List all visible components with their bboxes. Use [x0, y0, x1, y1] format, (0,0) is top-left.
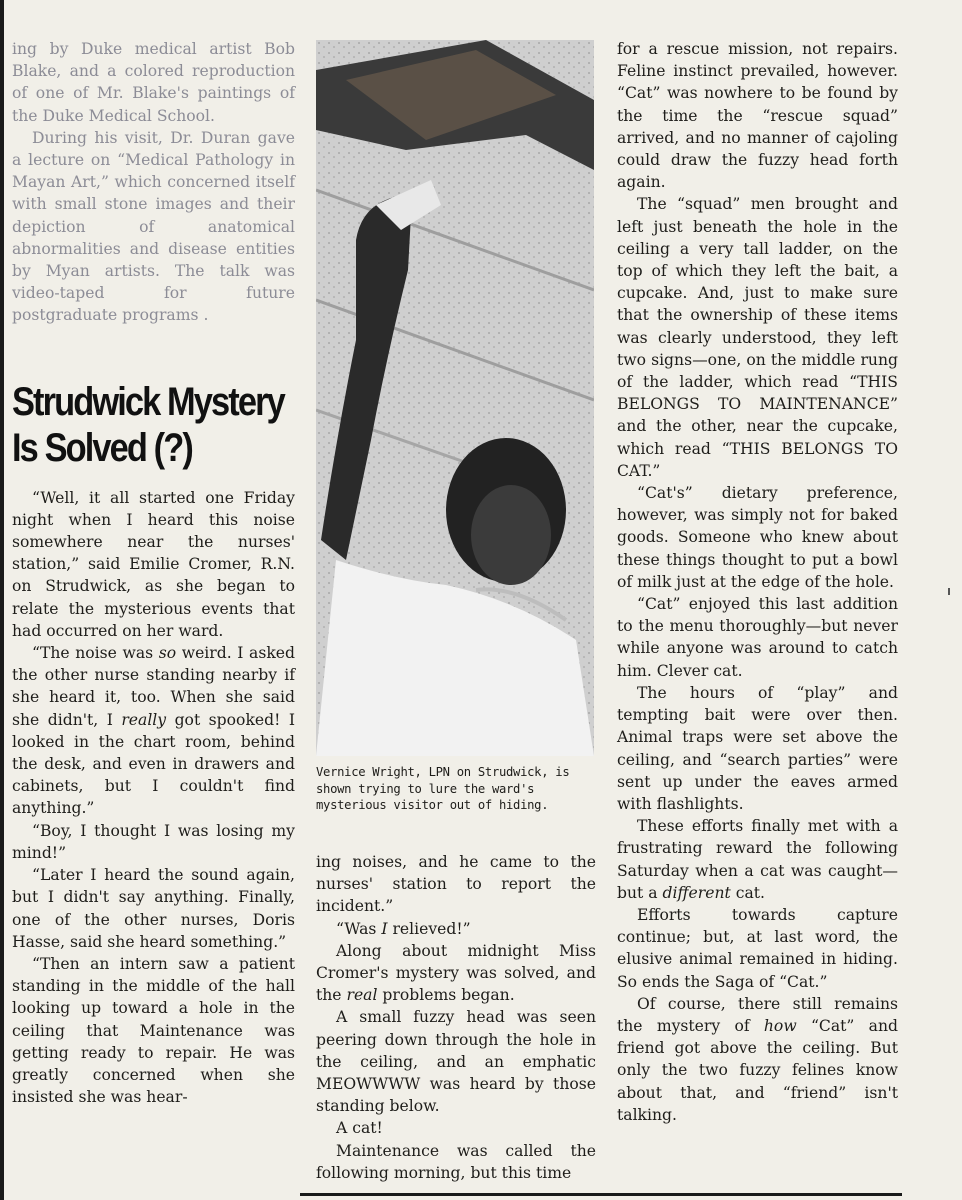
column-left — [12, 38, 295, 1108]
article-paragraph: “Well, it all started one Friday night when I heard this noise somewhere near the nurses' station,” said Emilie Cromer, R.N. on Strudwick, as she began to relate the mysterious events that had occurred on her ward. — [12, 488, 295, 640]
photo-caption: Vernice Wright, LPN on Strudwick, is shown trying to lure the ward's mysterious visitor out of hiding. — [316, 765, 570, 812]
bottom-rule — [300, 1193, 902, 1196]
article-headline — [12, 379, 287, 471]
article-paragraph: A cat! — [336, 1119, 383, 1138]
column-right — [617, 38, 898, 1126]
article-paragraph: These efforts finally met with a frustrating reward the following Saturday when a cat was caught—but a different cat. — [617, 817, 898, 902]
nurse-photo — [316, 40, 594, 756]
article-paragraph: Of course, there still remains the mystery of how “Cat” and friend got above the ceiling. But only the two fuzzy felines know about that, and “friend” isn't talking. — [617, 994, 898, 1124]
article-paragraph: Maintenance was called the following morning, but this time — [316, 1141, 596, 1182]
article-paragraph: “Cat” enjoyed this last addition to the menu thoroughly—but never while anyone was around to catch him. Clever cat. — [617, 595, 898, 680]
article-paragraph: A small fuzzy head was seen peering down through the hole in the ceiling, and an emphatic MEOWWWW was heard by those standing below. — [316, 1008, 596, 1116]
article-paragraph: ing noises, and he came to the nurses' station to report the incident.” — [316, 853, 596, 916]
article-paragraph: “Was I relieved!” — [336, 919, 471, 938]
article-paragraph: Along about midnight Miss Cromer's mystery was solved, and the real problems began. — [316, 941, 596, 1005]
article-paragraph: “The noise was so weird. I asked the other nurse standing nearby if she heard it, too. When she said she didn't, I really got spooked! I looked in the chart room, behind the desk, and even in drawers and cabinets, but I couldn't find anything.” — [12, 644, 296, 818]
article-paragraph: “Cat's” dietary preference, however, was simply not for baked goods. Someone who knew about these things thought to put a bowl of milk just at the edge of the hole. — [617, 484, 898, 591]
photo-illustration — [316, 40, 594, 756]
page-edge-rule — [0, 0, 4, 1200]
article-paragraph: “Then an intern saw a patient standing in the middle of the hall looking up toward a hole in the ceiling that Maintenance was getting ready to repair. He was greatly concerned when she insisted she was hear- — [12, 954, 295, 1107]
article-paragraph: Efforts towards capture continue; but, at last word, the elusive animal remained in hiding. So ends the Saga of “Cat.” — [617, 905, 898, 991]
article-paragraph: “Boy, I thought I was losing my mind!” — [12, 821, 295, 862]
headline-line-1: Strudwick Mystery — [12, 379, 284, 424]
article-paragraph: The “squad” men brought and left just beneath the hole in the ceiling a very tall ladder, on the top of which they left the bait, a cupcake. And, just to make sure that the ownership of these items was clearly understood, they left two signs—one, on the middle rung of the ladder, which read “THIS BELONGS TO MAINTENANCE” and the other, near the cupcake, which read “THIS BELONGS TO CAT.” — [617, 195, 898, 480]
previous-article-text-2: During his visit, Dr. Duran gave a lecture on “Medical Pathology in Mayan Art,” which concerned itself with small stone images and their depiction of anatomical abnormalities and disease entities by Myan artists. The talk was video-taped for future postgraduate programs . — [12, 128, 295, 325]
article-paragraph: The hours of “play” and tempting bait were over then. Animal traps were set above the ceiling, and “search parties” were sent up under the eaves armed with flashlights. — [617, 683, 898, 813]
article-paragraph: for a rescue mission, not repairs. Feline instinct prevailed, however. “Cat” was nowhere to be found by the time the “rescue squad” arrived, and no manner of cajoling could draw the fuzzy head forth again. — [617, 40, 898, 192]
previous-article-text: ing by Duke medical artist Bob Blake, and a colored reproduction of one of Mr. Blake's paintings of the Duke Medical School. — [12, 40, 295, 125]
margin-mark — [948, 588, 950, 595]
column-middle — [316, 851, 596, 1184]
article-paragraph: “Later I heard the sound again, but I didn't say anything. Finally, one of the other nurses, Doris Hasse, said she heard something.” — [12, 866, 295, 951]
headline-line-2: Is Solved (?) — [12, 425, 192, 470]
